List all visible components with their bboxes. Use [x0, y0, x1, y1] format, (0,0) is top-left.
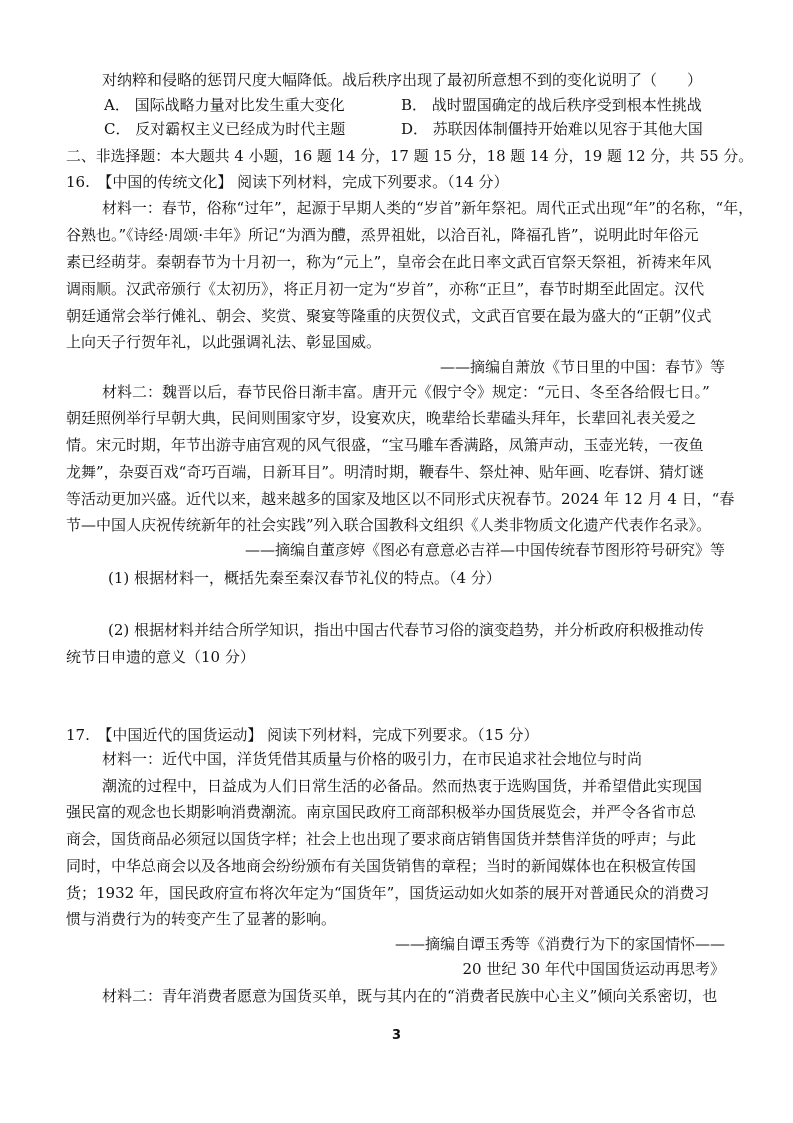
- q16-material2-line: 朝廷照例举行早朝大典，民间则围家守岁，设宴欢庆，晚辈给长辈磕头拜年，长辈回礼表关爱之: [66, 409, 697, 427]
- q15-option-d: D． 苏联因体制僵持开始难以见容于其他大国: [401, 120, 703, 138]
- q16-material1-line: 调雨顺。汉武帝颁行《太初历》，将正月初一定为“岁首”，亦称“正旦”，春节时期至此固定。汉代: [66, 280, 705, 298]
- q16-material2-line: 节—中国人庆祝传统新年的社会实践”列入联合国教科文组织《人类非物质文化遗产代表作名录》。: [66, 516, 712, 534]
- section-heading: 二、非选择题：本大题共 4 小题，16 题 14 分，17 题 15 分，18 题 14 分，19 题 12 分，共 55 分。: [66, 147, 754, 165]
- q15-stem-tail: 对纳粹和侵略的惩罚尺度大幅降低。战后秩序出现了最初所意想不到的变化说明了（ ）: [102, 71, 703, 89]
- q17-material1-line: 材料一：近代中国，洋货凭借其质量与价格的吸引力，在市民追求社会地位与时尚: [102, 750, 643, 768]
- q16-subquestion-1: (1) 根据材料一，概括先秦至秦汉春节礼仪的特点。（4 分）: [108, 569, 501, 587]
- q17-material1-line: 潮流的过程中，日益成为人们日常生活的必备品。然而热衷于选购国货，并希望借此实现国: [102, 777, 703, 795]
- q16-material1-line: 朝廷通常会举行傩礼、朝会、奖赏、聚宴等隆重的庆贺仪式，文武百官要在最为盛大的“正朝”仪式: [66, 307, 712, 325]
- q16-material2-line: 龙舞”，杂耍百戏“奇巧百端，日新耳目”。明清时期，鞭春牛、祭灶神、贴年画、吃春饼、猜灯谜: [66, 463, 705, 481]
- q16-material1-line: 素已经萌芽。秦朝春节为十月初一，称为“元上”，皇帝会在此日率文武百官祭天祭祖，祈祷来年风: [66, 253, 712, 271]
- q17-material1-source: ——摘编自谭玉秀等《消费行为下的家国情怀——: [394, 935, 725, 953]
- q17-material1-line: 惯与消费行为的转变产生了显著的影响。: [66, 910, 337, 928]
- page-number: 3: [391, 1028, 402, 1043]
- q17-material1-source-cont: 20 世纪 30 年代中国国货运动再思考》: [462, 960, 725, 978]
- q16-material2-line: 材料二：魏晋以后，春节民俗日渐丰富。唐开元《假宁令》规定：“元日、冬至各给假七日。”: [102, 383, 710, 401]
- q16-subquestion-2-cont: 统节日申遗的意义（10 分）: [66, 648, 255, 666]
- q15-option-a: A． 国际战略力量对比发生重大变化: [104, 96, 345, 114]
- q16-heading: 16. 【中国的传统文化】 阅读下列材料，完成下列要求。（14 分）: [66, 173, 509, 191]
- q17-material1-line: 强民富的观念也长期影响消费潮流。南京国民政府工商部积极举办国货展览会，并严令各省市总: [66, 803, 697, 821]
- q16-subquestion-2: (2) 根据材料并结合所学知识，指出中国古代春节习俗的演变趋势，并分析政府积极推动传: [108, 621, 705, 639]
- q17-material1-line: 同时，中华总商会以及各地商会纷纷颁布有关国货销售的章程；当时的新闻媒体也在积极宣传国: [66, 857, 697, 875]
- q17-material1-line: 货；1932 年，国民政府宣布将次年定为“国货年”，国货运动如火如荼的展开对普通民众的消费习: [66, 884, 710, 902]
- q16-material1-line: 材料一：春节，俗称“过年”，起源于早期人类的“岁首”新年祭祀。周代正式出现“年”的名称，“年，: [102, 199, 754, 217]
- q16-material2-line: 情。宋元时期，年节出游寺庙宫观的风气很盛，“宝马雕车香满路，凤箫声动，玉壶光转，一夜鱼: [66, 436, 704, 454]
- q15-option-b: B． 战时盟国确定的战后秩序受到根本性挑战: [401, 96, 702, 114]
- q15-option-c: C． 反对霸权主义已经成为时代主题: [104, 120, 346, 138]
- q17-heading: 17. 【中国近代的国货运动】 阅读下列材料，完成下列要求。（15 分）: [66, 726, 539, 744]
- q16-material1-line: 上向天子行贺年礼，以此强调礼法、彰显国威。: [66, 333, 382, 351]
- q17-material2-line: 材料二：青年消费者愿意为国货买单，既与其内在的“消费者民族中心主义”倾向关系密切，也: [102, 987, 718, 1005]
- q16-material1-line: 谷熟也。”《诗经·周颂·丰年》所记“为酒为醴，烝畀祖妣，以洽百礼，降福孔皆”，说明此时年俗元: [66, 226, 699, 244]
- q16-material1-source: ——摘编自萧放《节日里的中国：春节》等: [439, 358, 725, 376]
- q17-material1-line: 商会，国货商品必须冠以国货字样；社会上也出现了要求商店销售国货并禁售洋货的呼声；与此: [66, 830, 697, 848]
- q16-material2-source: ——摘编自董彦婷《图必有意意必吉祥—中国传统春节图形符号研究》等: [244, 541, 725, 559]
- q16-material2-line: 等活动更加兴盛。近代以来，越来越多的国家及地区以不同形式庆祝春节。2024 年 12 月 4 日，“春: [66, 490, 735, 508]
